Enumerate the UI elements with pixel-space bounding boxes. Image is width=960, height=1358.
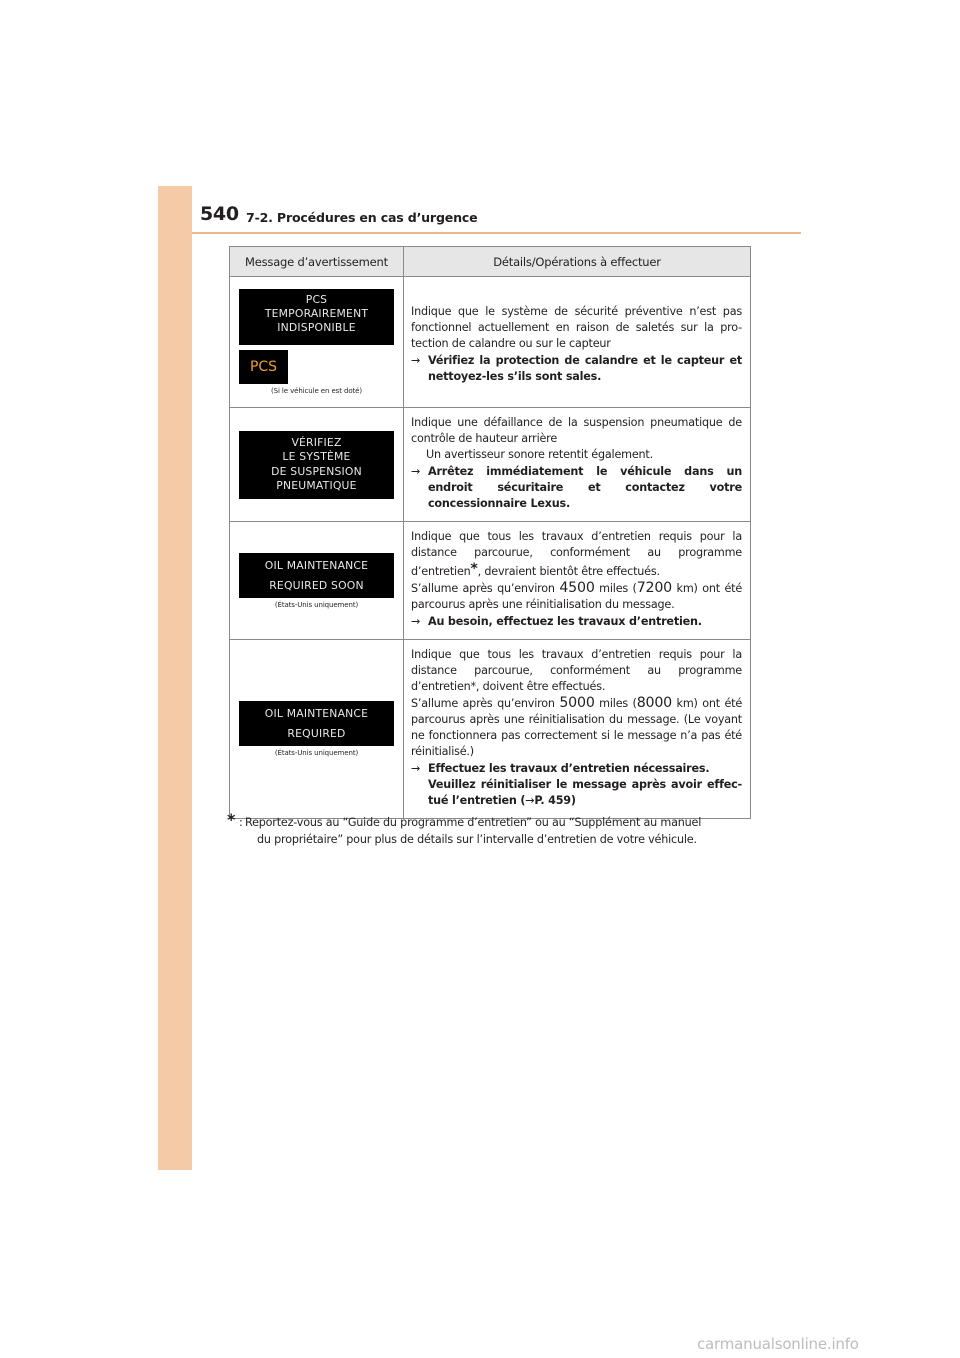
display-pcs-unavailable: PCS TEMPORAIREMENT INDISPONIBLE — [239, 289, 394, 345]
footnote-star: * — [227, 810, 236, 829]
display-oil-maintenance-required: OIL MAINTENANCE REQUIRED — [239, 701, 394, 746]
table-row — [230, 640, 751, 819]
action-text: Effectuez les travaux d’entretien nécessaires. — [428, 762, 710, 775]
chapter-tab-bar — [158, 186, 192, 1170]
display-check-suspension: VÉRIFIEZ LE SYSTÈME DE SUSPENSION PNEUMATIQUE — [239, 431, 394, 499]
region-note: (États-Unis uniquement) — [274, 600, 359, 609]
header-message: Message d’avertissement — [230, 247, 404, 277]
header-details: Détails/Opérations à effectuer — [404, 247, 751, 277]
action-item — [411, 761, 742, 777]
description: Indique que tous les travaux d’entretien requis pour la distance parcourue, conformément au programme d’entretien*, doivent être effectués. — [411, 648, 742, 693]
arrow-icon: → — [525, 794, 535, 807]
details-cell — [404, 277, 751, 408]
footnote-colon: : — [239, 816, 243, 829]
action-text: Vérifiez la protection de calandre et le capteur et nettoyez-les s’ils sont sales. — [428, 354, 742, 383]
pcs-indicator-icon: PCS — [239, 350, 288, 384]
equipment-note: (Si le véhicule en est doté) — [270, 387, 362, 395]
description: Indique que le système de sécurité préventive n’est pas fonctionnel actuellement en raison de saletés sur la pro-tection de calandre ou sur le capteur — [411, 305, 742, 350]
display-oil-maintenance-soon: OIL MAINTENANCE REQUIRED SOON — [239, 553, 394, 598]
description-2: S’allume après qu’environ 4500 miles (7200 km) ont été parcourus après une réinitialisation du message. — [411, 580, 743, 611]
region-note: (États-Unis uniquement) — [274, 749, 359, 757]
arrow-icon: → — [411, 465, 421, 478]
description: Indique une défaillance de la suspension pneumatique de contrôle de hauteur arrière — [411, 416, 742, 445]
action-continuation: Veuillez réinitialiser le message après avoir effec-tué l’entretien (→P. 459) — [428, 778, 742, 807]
action-item — [411, 353, 742, 385]
arrow-icon: → — [411, 354, 421, 367]
description: Indique que tous les travaux d’entretien requis pour la distance parcourue, conformément au programme d’entretien*, devraient bientôt être effectués. — [411, 530, 742, 578]
details-cell — [404, 522, 751, 640]
page-reference[interactable]: P. 459 — [534, 794, 571, 807]
table-row — [230, 408, 751, 522]
message-cell — [230, 408, 404, 522]
action-text: Arrêtez immédiatement le véhicule dans un endroit sécuritaire et contactez votre concessionnaire Lexus. — [428, 465, 742, 510]
section-title: 7-2. Procédures en cas d’urgence — [246, 210, 478, 225]
watermark: carmanualsonline.info — [697, 1335, 859, 1353]
description-2: S’allume après qu’environ 5000 miles (8000 km) ont été parcourus après une réinitialisation du message. (Le voyant ne fonctionnera pas correctement si le message n’a pas été réinitialisé.) — [411, 695, 743, 758]
action-item — [411, 464, 742, 512]
message-cell — [230, 522, 404, 640]
action-item — [411, 614, 742, 630]
message-cell — [230, 640, 404, 819]
details-cell — [404, 640, 751, 819]
warning-message-table — [229, 246, 751, 819]
arrow-icon: → — [411, 615, 421, 628]
footnote-line-2: du propriétaire” pour plus de détails sur l’intervalle d’entretien de votre véhicule. — [257, 833, 697, 846]
message-cell — [230, 277, 404, 408]
sub-description: Un avertisseur sonore retentit également. — [426, 448, 653, 461]
details-cell — [404, 408, 751, 522]
header-rule — [192, 232, 801, 234]
arrow-icon: → — [411, 762, 421, 775]
footnote-star: * — [470, 561, 478, 577]
table-header-row — [230, 247, 751, 277]
footnote-line-1: Reportez-vous au “Guide du programme d’entretien” ou au “Supplément au manuel — [245, 816, 702, 829]
page-number: 540 — [200, 203, 239, 225]
table-row — [230, 522, 751, 640]
action-text: Au besoin, effectuez les travaux d’entretien. — [428, 615, 702, 628]
table-row — [230, 277, 751, 408]
